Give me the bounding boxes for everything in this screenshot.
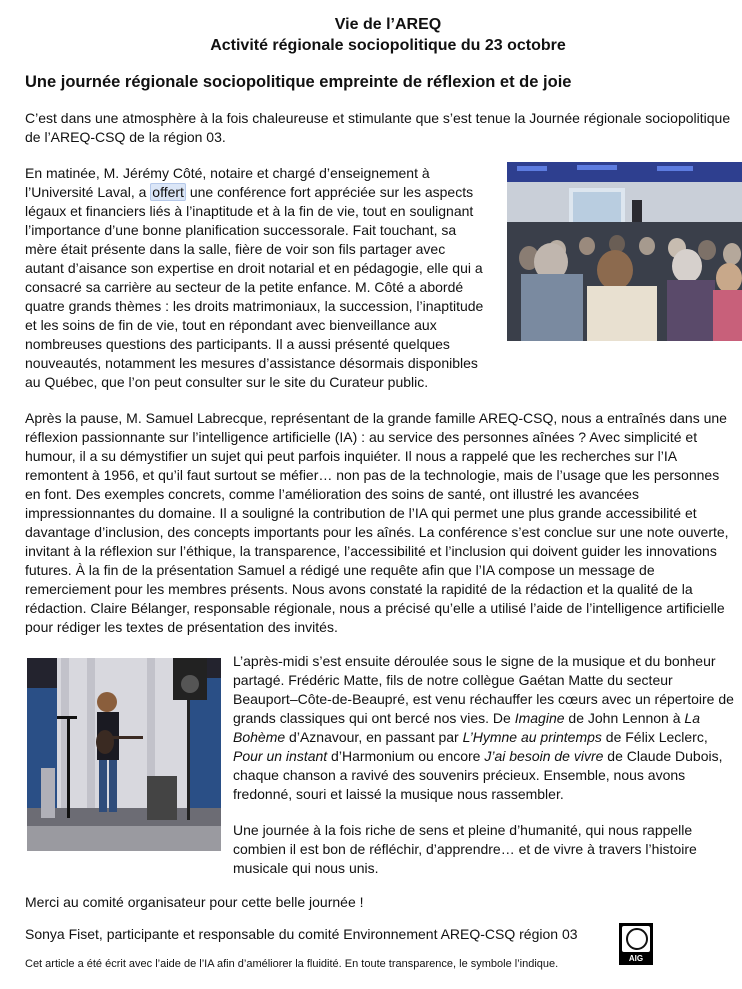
song-title: Bohème (233, 729, 286, 745)
header-line-1: Vie de l’AREQ (334, 16, 442, 33)
paragraph-line (25, 183, 473, 202)
paragraph-line: remontent à 1956, et qu’il faut surtout se méfier… non pas de la technologie, mais de l’usage que les personnes (25, 467, 720, 483)
song-title: Pour un instant (233, 748, 328, 764)
intro-line: C’est dans une atmosphère à la fois chaleureuse et stimulante que s’est tenue la Journée régionale sociopolitique (25, 110, 731, 126)
thanks-line: Merci au comité organisateur pour cette belle journée ! (25, 894, 364, 910)
paragraph-line (233, 747, 723, 766)
paragraph-line: au Québec, que l’on peut consulter sur le site du Curateur public. (25, 374, 429, 390)
paragraph-line: mère était présente dans la salle, fière de voir son fils partager avec (25, 241, 446, 257)
song-title: La (684, 710, 700, 726)
paragraph-line: fredonné, souri et laissé la musique nous rassembler. (233, 786, 564, 802)
paragraph-line: L’après-midi s’est ensuite déroulée sous le signe de la musique et du bonheur (233, 653, 716, 669)
text-run: d’Aznavour, en passant par (285, 729, 463, 745)
header-line-2: Activité régionale sociopolitique du 23 octobre (210, 37, 566, 54)
footnote: Cet article a été écrit avec l’aide de l’IA afin d’améliorer la fluidité. En toute transparence, le symbole l’indique. (25, 958, 559, 970)
text-run: grands classiques qui ont bercé nos vies. De (233, 710, 515, 726)
paragraph-line: partagé. Frédéric Matte, fils de notre collègue Gaétan Matte du secteur (233, 672, 673, 688)
paragraph-line: et les soins de fin de vie, tout en répondant avec bienveillance aux (25, 317, 437, 333)
conference-photo (507, 162, 742, 341)
paragraph-line: invitant à la réflexion sur l’éthique, la transparence, l’accessibilité et l’inclusion qui doivent guider les innovations (25, 543, 717, 559)
text-run: d’Harmonium ou encore (327, 748, 485, 764)
paragraph-line: Après la pause, M. Samuel Labrecque, représentant de la grande famille AREQ-CSQ, nous a entraînés dans une (25, 410, 727, 426)
paragraph-line: autant d’aisance son expertise en droit notarial et en pédagogie, elle qui a (25, 260, 483, 276)
song-title: Imagine (514, 710, 565, 726)
signature-line: Sonya Fiset, participante et responsable du comité Environnement AREQ-CSQ région 03 (25, 926, 578, 942)
paragraph-line: légaux et financiers liés à l’inaptitude et à la fin de vie, tout en soulignant (25, 203, 474, 219)
paragraph-line: rédaction. Claire Bélanger, responsable régionale, nous a précisé qu’elle a utilisé l’aide de l’intelligence artificielle (25, 600, 725, 616)
paragraph-line: En matinée, M. Jérémy Côté, notaire et chargé d’enseignement à (25, 165, 430, 181)
paragraph-line: quatre grands thèmes : les droits matrimoniaux, la succession, l’inaptitude (25, 298, 484, 314)
song-title: L’Hymne au printemps (462, 729, 602, 745)
paragraph-line: chaque chanson a ravivé des souvenirs précieux. Ensemble, nous avons (233, 767, 686, 783)
paragraph-line: consacré sa carrière au secteur de la petite enfance. M. Côté a abordé (25, 279, 464, 295)
paragraph-line: futures. À la fin de la présentation Samuel a rédigé une requête afin que l’IA compose un message de (25, 562, 655, 578)
conference-photo-art (507, 162, 742, 341)
text-run: l’Université Laval, a (25, 184, 151, 200)
text-run: une conférence fort appréciée sur les aspects (185, 184, 474, 200)
paragraph-line: remerciement pour les membres présents. Nous avons constaté la rapidité de la rédaction et la qualité de la (25, 581, 693, 597)
paragraph-line: en font. Des exemples concrets, comme l’amélioration des soins de santé, ont illustré les avancées (25, 486, 639, 502)
article-title: Une journée régionale sociopolitique empreinte de réflexion et de joie (25, 73, 572, 91)
intro-line: de l’AREQ-CSQ de la région 03. (25, 129, 226, 145)
paragraph-line: l’importance d’une bonne planification successorale. Fait touchant, sa (25, 222, 457, 238)
badge-label: AIG (628, 954, 644, 963)
paragraph-line: musicale qui nous unis. (233, 860, 379, 876)
song-title: J’ai besoin de vivre (484, 748, 604, 764)
text-run: de Félix Leclerc, (601, 729, 708, 745)
selected-word[interactable]: offert (152, 184, 184, 200)
paragraph-line: nouveautés, notamment les mesures d’assistance désormais disponibles (25, 355, 478, 371)
paragraph-line: humour, il a su démystifier un sujet qui peut parfois inquiéter. Il nous a rappelé que les recherches sur l’IA (25, 448, 678, 464)
paragraph-line: impressionnantes du domaine. Il a souligné la contribution de l’IA qui permet une plus grande accessibilité et (25, 505, 697, 521)
paragraph-line: davantage d’inclusion, des concepts importants pour les aînés. La conférence s’est conclue sur une note ouverte, (25, 524, 729, 540)
paragraph-line: réflexion passionnante sur l’intelligence artificielle (IA) : au service des personnes aînées ? Avec simplicité et (25, 429, 698, 445)
paragraph-line: nombreuses questions des participants. Il a aussi présenté quelques (25, 336, 450, 352)
musician-photo-art (27, 658, 221, 851)
text-run: de Claude Dubois, (603, 748, 723, 764)
text-run: de John Lennon à (564, 710, 685, 726)
ai-head-icon (622, 926, 650, 952)
paragraph-line: Une journée à la fois riche de sens et pleine d’humanité, qui nous rappelle (233, 822, 693, 838)
paragraph-line: combien il est bon de réfléchir, d’apprendre… et de vivre à travers l’histoire (233, 841, 697, 857)
paragraph-line (233, 709, 700, 728)
paragraph-line: pour rédiger les textes de présentation des invités. (25, 619, 338, 635)
musician-photo (27, 658, 221, 851)
paragraph-line: Beauport–Côte-de-Beaupré, est venu réchauffer les cœurs avec un répertoire de (233, 691, 734, 707)
ai-generated-badge (619, 923, 653, 965)
paragraph-line (233, 728, 708, 747)
